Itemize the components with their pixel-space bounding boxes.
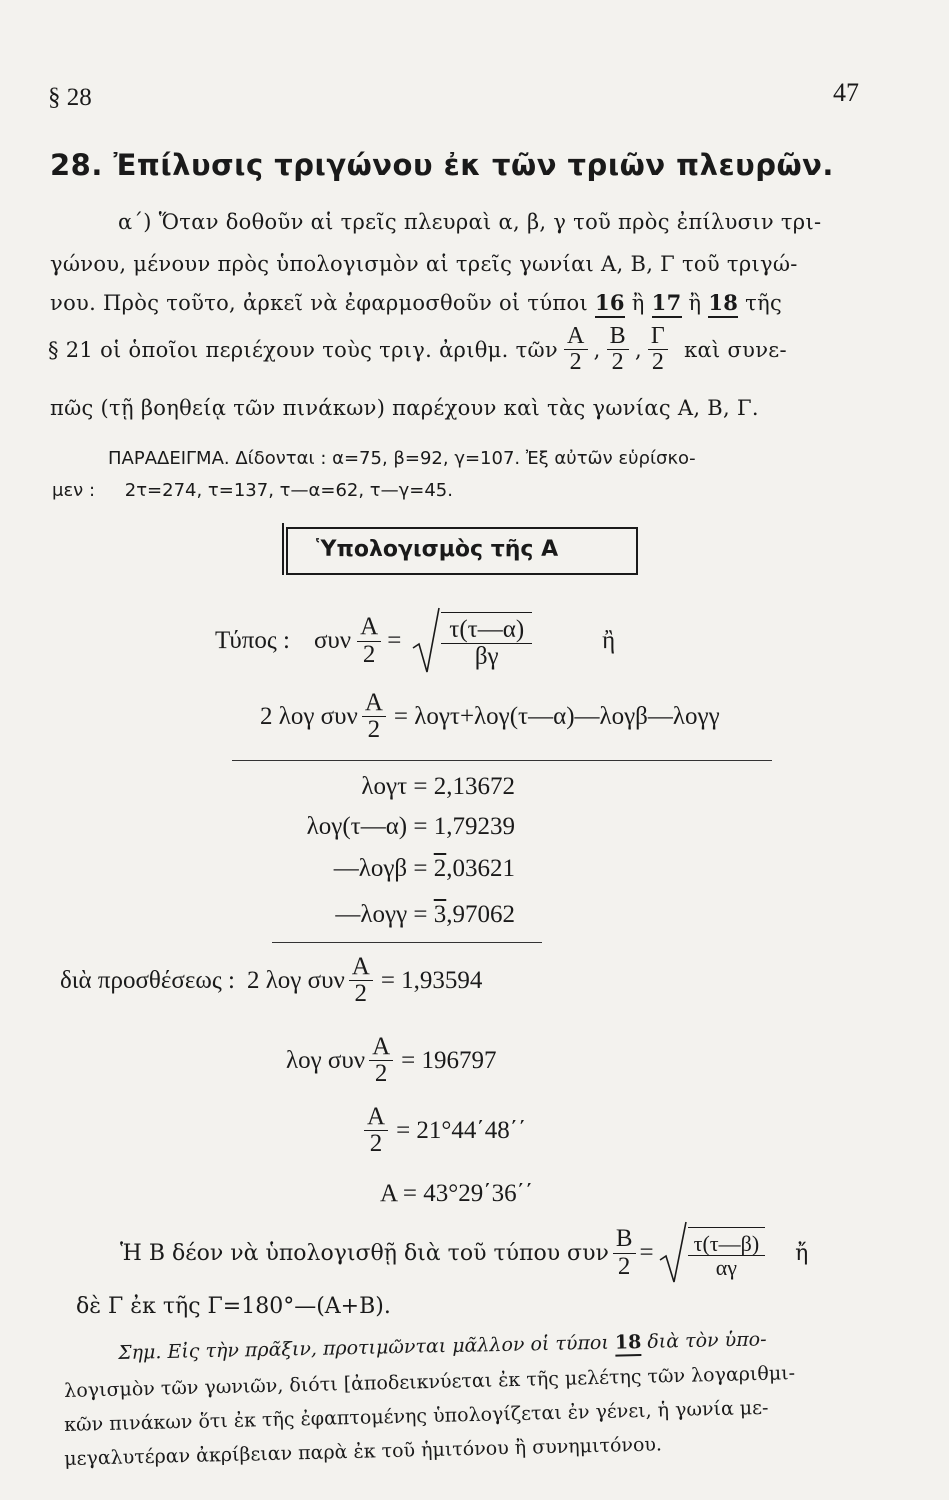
example-line-1: ΠΑΡΑΔΕΙΓΜΑ. Δίδονται : α=75, β=92, γ=107. Ἐξ αὐτῶν εὑρίσκο- (108, 448, 696, 469)
g-line: δὲ Γ ἐκ τῆς Γ=180°—(Α+Β). (76, 1294, 391, 1319)
divider-line (232, 760, 772, 761)
formula-ref-16: 16 (595, 290, 625, 318)
half-value: = 196797 (401, 1046, 497, 1074)
formula-ref-17: 17 (652, 290, 682, 318)
intro-line-2: γώνου, μένουν πρὸς ὑπολογισμὸν αἱ τρεῖς γωνίαι Α, Β, Γ τοῦ τριγώ- (50, 252, 798, 276)
section-title: 28. Ἐπίλυσις τριγώνου ἐκ τῶν τριῶν πλευρῶν. (50, 148, 834, 182)
value-label: λογ(τ—α) = (306, 813, 428, 840)
fraction-b-half: $\frac{B}{2}$ (607, 324, 629, 375)
calculation-box (286, 527, 638, 575)
angle-half-fraction: $\frac{A}{2}$ (364, 1104, 388, 1158)
log-formula-rhs: = λογτ+λογ(τ—α)—λογβ—λογγ (393, 702, 720, 730)
log-formula-line (260, 690, 720, 744)
b-formula-line (120, 1220, 808, 1286)
sqrt-fraction: $\frac{\tau(\tau—\alpha)}{\beta\gamma}$ (441, 612, 532, 671)
formula-fraction: $\frac{A}{2}$ (357, 614, 381, 668)
example-values: 2τ=274, τ=137, τ—α=62, τ—γ=45. (124, 480, 453, 501)
b-formula-eq: = (639, 1239, 654, 1266)
section-reference: § 28 (48, 84, 92, 111)
b-square-root (658, 1220, 766, 1286)
sum-divider-line (272, 942, 542, 943)
sum-line (60, 954, 482, 1008)
note-line-1-text: Σημ. Εἰς τὴν πρᾶξιν, προτιμῶνται μᾶλλον οἱ τύποι (118, 1331, 610, 1364)
value-label: λογτ = (361, 773, 428, 800)
square-root (411, 606, 532, 676)
value-row-log-t-minus-a (240, 813, 515, 841)
intro-line-4-text: § 21 οἱ ὁποῖοι περιέχουν τοὺς τριγ. ἀριθμ. τῶν (48, 337, 558, 362)
negative-characteristic: 2 (433, 855, 447, 882)
intro-line-5: πῶς (τῇ βοηθείᾳ τῶν πινάκων) παρέχουν καὶ τὰς γωνίας Α, Β, Γ. (50, 396, 759, 420)
sum-lhs: 2 λογ συν (246, 966, 345, 994)
example-line-2 (52, 480, 453, 501)
negative-characteristic: 3 (433, 901, 447, 928)
value-number: 1,79239 (433, 813, 515, 840)
intro-line-3-text: νου. Πρὸς τοῦτο, ἀρκεῖ νὰ ἐφαρμοσθοῦν οἱ τύποι (50, 291, 588, 315)
intro-line-4-end: καὶ συνε- (684, 337, 787, 362)
example-line-2-label: μεν : (52, 480, 96, 501)
angle-half-line (364, 1104, 526, 1158)
note-line-2: λογισμὸν τῶν γωνιῶν, διότι [ἀποδεικνύεται ἐκ τῆς μελέτης τῶν λογαριθμι- (64, 1362, 796, 1402)
note-line-3: κῶν πινάκων ὅτι ἐκ τῆς ἐφαπτομένης ὑπολογίζεται ἐν γένει, ἡ γωνία με- (64, 1396, 769, 1436)
formula-or: ἢ (602, 627, 616, 654)
sqrt-sign-icon (411, 606, 441, 676)
page-number: 47 (833, 78, 859, 107)
half-fraction: $\frac{A}{2}$ (369, 1034, 393, 1088)
formula-ref-18: 18 (708, 290, 738, 318)
formula-lhs: συν (313, 627, 352, 654)
intro-line-1: α΄) Ὅταν δοθοῦν αἱ τρεῖς πλευραὶ α, β, γ τοῦ πρὸς ἐπίλυσιν τρι- (118, 210, 822, 234)
value-number: 3,97062 (433, 901, 515, 928)
note-line-4: μεγαλυτέραν ἀκρίβειαν παρὰ ἐκ τοῦ ἡμιτόνου ἢ συνημιτόνου. (64, 1433, 663, 1470)
half-lhs: λογ συν (286, 1046, 366, 1074)
intro-line-3-end: τῆς (745, 291, 783, 315)
formula-line (215, 606, 615, 676)
fraction-a-half: $\frac{A}{2}$ (564, 324, 588, 375)
intro-line-3 (50, 290, 782, 315)
b-formula-fraction: $\frac{B}{2}$ (613, 1226, 636, 1280)
note-line-1 (118, 1328, 767, 1364)
b-sqrt-fraction: $\frac{\tau(\tau—\beta)}{\alpha\gamma}$ (688, 1227, 766, 1279)
formula-label: Τύπος : (215, 627, 290, 654)
box-title: Ὑπολογισμὸς τῆς Α (316, 537, 559, 562)
or-word: ἢ (631, 291, 645, 315)
sum-fraction: $\frac{A}{2}$ (349, 954, 373, 1008)
or-word: ἢ (688, 291, 702, 315)
log-formula-lhs: 2 λογ συν (260, 702, 358, 730)
intro-line-4: § 21 οἱ ὁποῖοι περιέχουν τοὺς τριγ. ἀριθμ. τῶν $\frac{A}{2}$ , $\frac{B}{2}$ , $\frac{\Gamma}{2}$ καὶ συνε- (48, 323, 787, 376)
b-formula-text: Ἡ Β δέον νὰ ὑπολογισθῇ διὰ τοῦ τύπου συν (120, 1240, 609, 1266)
value-row-log-t (240, 773, 515, 801)
note-line-1-end: διὰ τὸν ὑπο- (647, 1328, 767, 1353)
value-number: 2,03621 (433, 855, 515, 882)
sum-value: = 1,93594 (380, 966, 483, 994)
note-formula-ref-18: 18 (615, 1331, 642, 1357)
value-label: —λογγ = (335, 901, 428, 928)
log-formula-fraction: $\frac{A}{2}$ (362, 690, 386, 744)
value-number: 2,13672 (433, 773, 515, 800)
sqrt-sign-icon (658, 1220, 688, 1286)
value-row-minus-log-b (240, 855, 515, 883)
b-formula-or: ἤ (795, 1240, 809, 1266)
sum-label: διὰ προσθέσεως : (60, 966, 235, 994)
half-line (286, 1034, 497, 1088)
formula-eq: = (387, 627, 402, 654)
value-label: —λογβ = (333, 855, 428, 882)
fraction-g-half: $\frac{\Gamma}{2}$ (648, 324, 668, 375)
angle-half-value: = 21°44΄48΄΄ (396, 1116, 527, 1144)
box-border-accent (282, 523, 288, 575)
angle-full: Α = 43°29΄36΄΄ (380, 1180, 534, 1207)
value-row-minus-log-g (240, 901, 515, 929)
